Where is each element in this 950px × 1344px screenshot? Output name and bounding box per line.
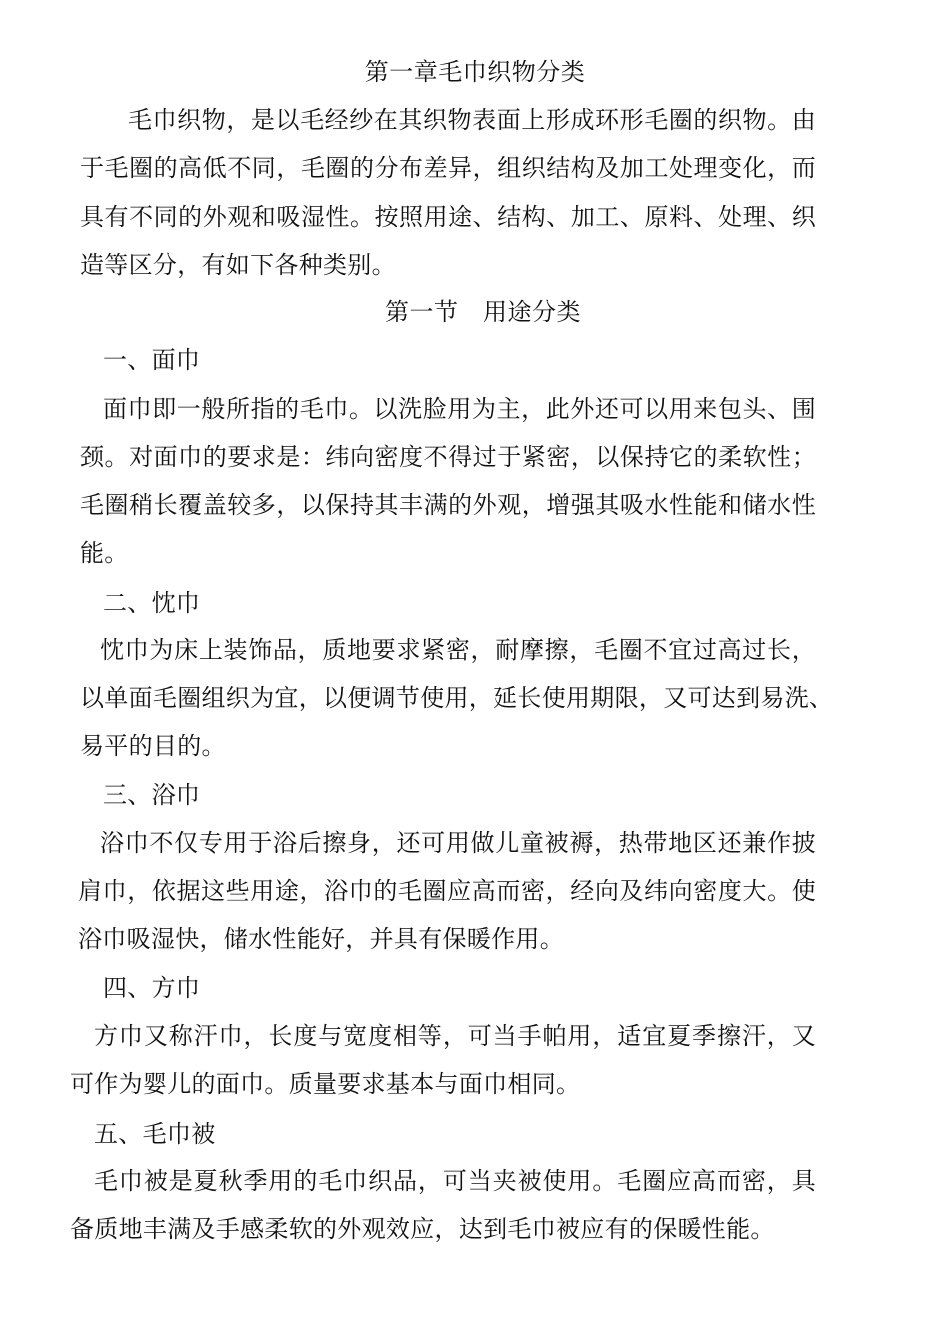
item-line: 面巾即一般所指的毛巾。以洗脸用为主，此外还可以用来包头、围 [103,395,816,423]
item-line: 肩巾，依据这些用途，浴巾的毛圈应高而密，经向及纬向密度大。使 [78,877,816,905]
item-line: 颈。对面巾的要求是：纬向密度不得过于紧密，以保持它的柔软性； [80,443,816,471]
item-line: 可作为婴儿的面巾。质量要求基本与面巾相同。 [70,1070,581,1098]
intro-line-4: 造等区分，有如下各种类别。 [80,251,396,279]
item-line: 方巾又称汗巾，长度与宽度相等，可当手帕用，适宜夏季擦汗，又 [94,1022,816,1050]
item-heading-pillow-towel: 二、忱巾 [103,589,201,617]
item-line: 毛巾被是夏秋季用的毛巾织品，可当夹被使用。毛圈应高而密，具 [94,1167,816,1195]
item-line: 毛圈稍长覆盖较多，以保持其丰满的外观，增强其吸水性能和储水性 [80,491,816,519]
item-heading-face-towel: 一、面巾 [103,346,201,374]
section-title: 第一节 用途分类 [385,298,581,326]
item-line: 能。 [80,539,129,567]
intro-line-1: 毛巾织物，是以毛经纱在其织物表面上形成环形毛圈的织物。由 [128,106,816,134]
item-heading-towel-blanket: 五、毛巾被 [94,1120,216,1148]
item-line: 浴巾不仅专用于浴后擦身，还可用做儿童被褥，热带地区还兼作披 [100,829,816,857]
intro-line-2: 于毛圈的高低不同，毛圈的分布差异，组织结构及加工处理变化，而 [80,154,816,182]
chapter-title: 第一章毛巾织物分类 [364,58,586,86]
item-line: 易平的目的。 [80,732,226,760]
item-line: 备质地丰满及手感柔软的外观效应，达到毛巾被应有的保暖性能。 [70,1215,775,1243]
item-line: 浴巾吸湿快，储水性能好，并具有保暖作用。 [78,925,564,953]
item-line: 以单面毛圈组织为宜，以便调节使用，延长使用期限，又可达到易洗、 [80,684,834,712]
intro-line-3: 具有不同的外观和吸湿性。按照用途、结构、加工、原料、处理、织 [80,203,816,231]
item-heading-bath-towel: 三、浴巾 [103,781,201,809]
item-line: 忱巾为床上装饰品，质地要求紧密，耐摩擦，毛圈不宜过高过长， [100,636,816,664]
item-heading-square-towel: 四、方巾 [103,974,201,1002]
